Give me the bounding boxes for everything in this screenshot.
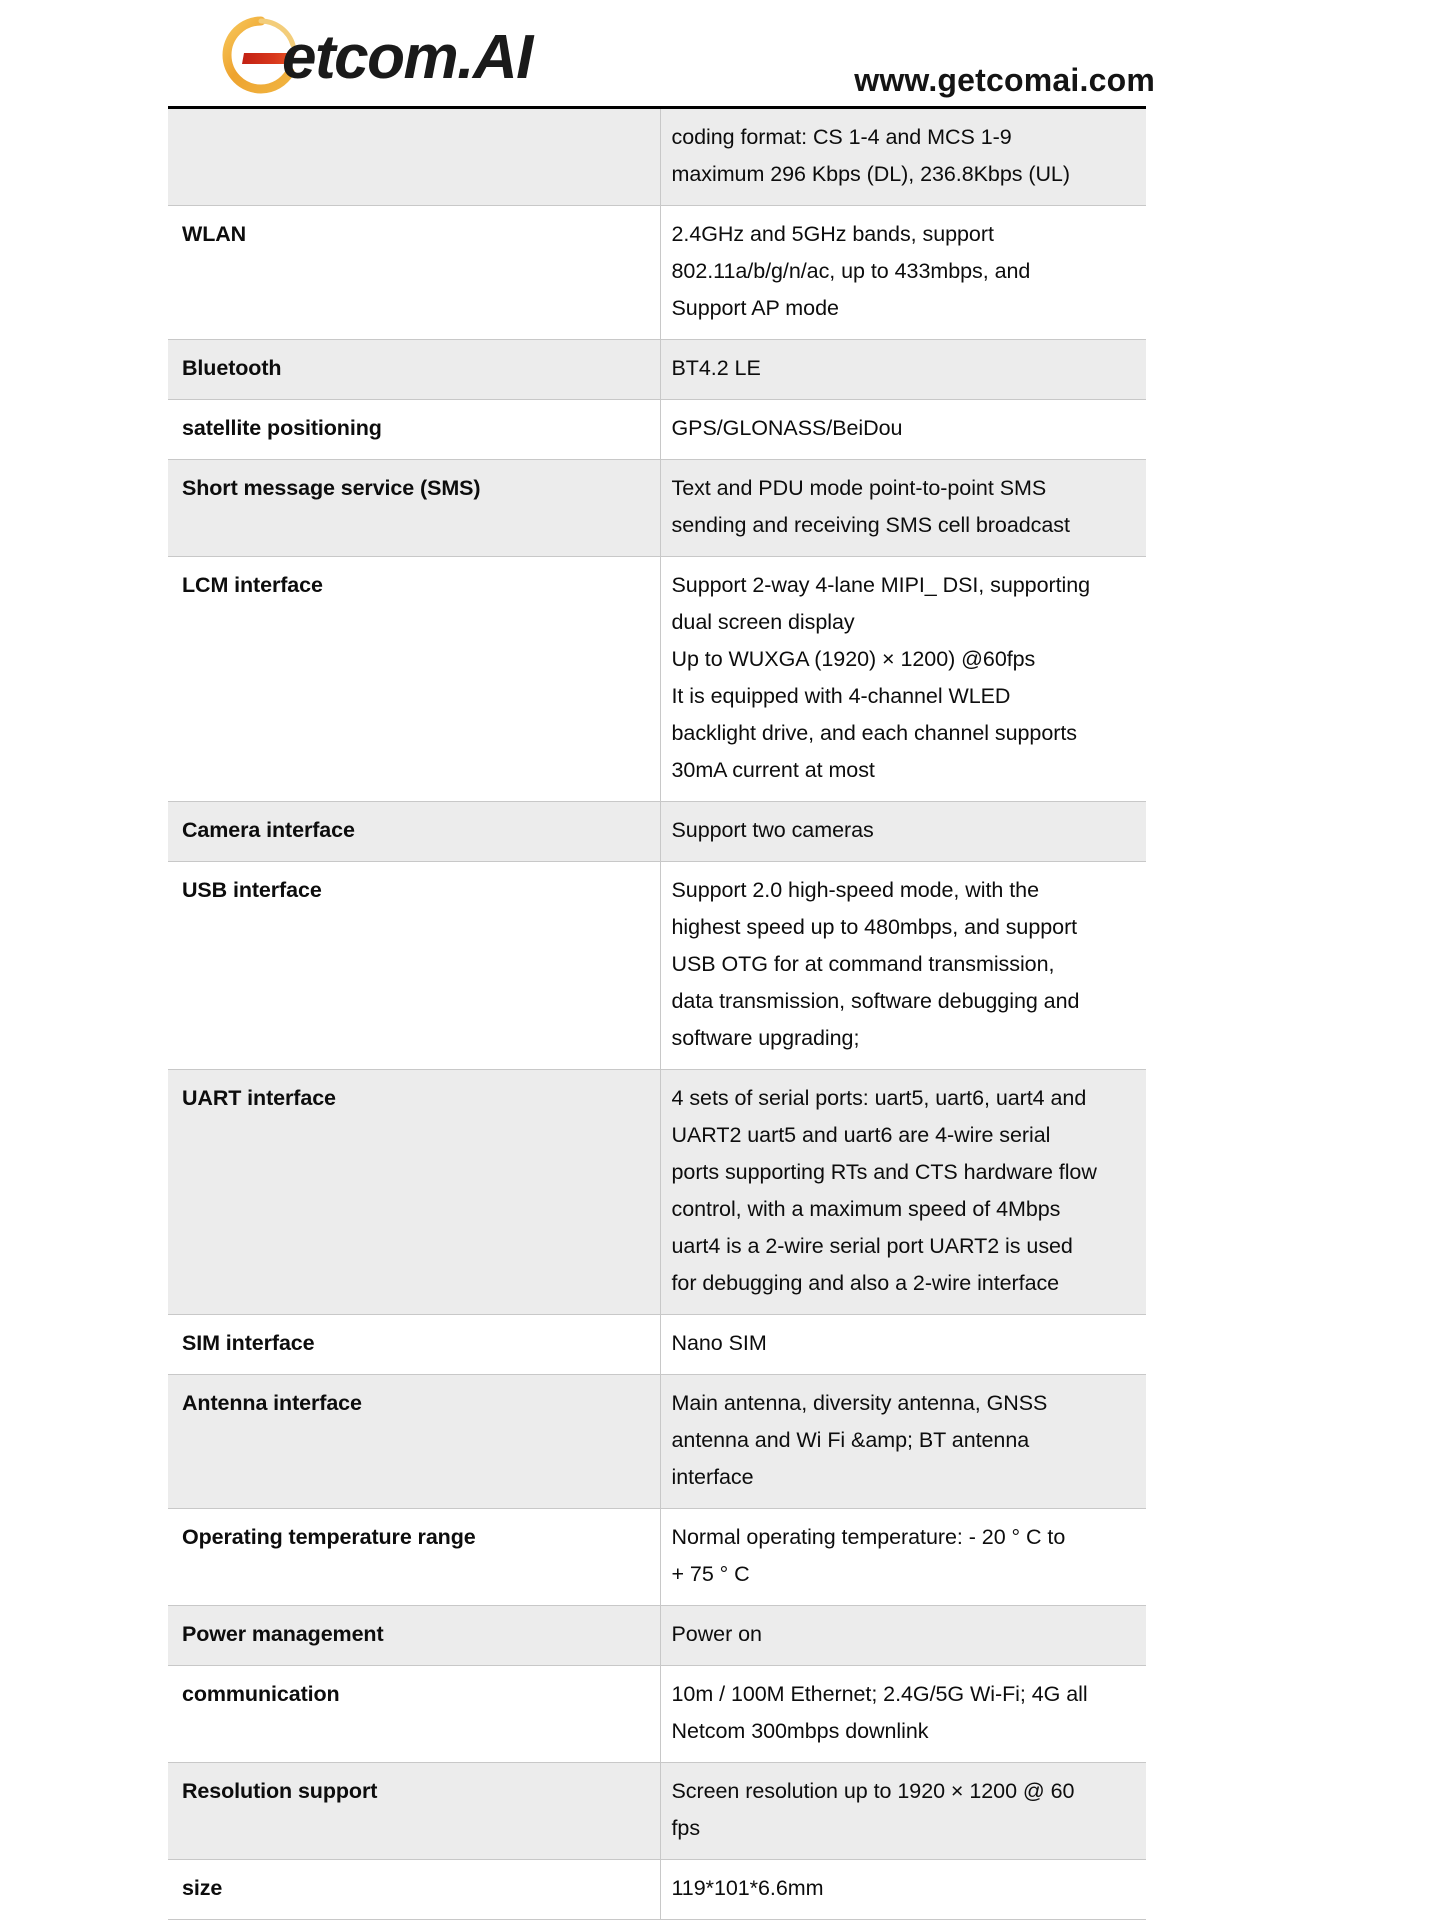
spec-label: Bluetooth bbox=[168, 340, 660, 400]
table-row bbox=[168, 1860, 1146, 1920]
value-line: antenna and Wi Fi &amp; BT antenna bbox=[671, 1428, 1030, 1452]
spec-label: Operating temperature range bbox=[168, 1509, 660, 1606]
value-line: 4 sets of serial ports: uart5, uart6, uart4 and bbox=[671, 1086, 1087, 1110]
value-line: fps bbox=[671, 1816, 701, 1840]
table-row bbox=[168, 109, 1146, 206]
value-line: It is equipped with 4-channel WLED bbox=[671, 684, 1011, 708]
site-url: www.getcomai.com bbox=[854, 62, 1155, 98]
value-line: 119*101*6.6mm bbox=[671, 1876, 824, 1900]
table-row bbox=[168, 557, 1146, 802]
spec-value bbox=[660, 1666, 1146, 1763]
spec-label: USB interface bbox=[168, 862, 660, 1070]
value-line: Netcom 300mbps downlink bbox=[671, 1719, 929, 1743]
value-line: Text and PDU mode point-to-point SMS bbox=[671, 476, 1047, 500]
table-row bbox=[168, 802, 1146, 862]
spec-label: Power management bbox=[168, 1606, 660, 1666]
spec-value bbox=[660, 1070, 1146, 1315]
value-line: UART2 uart5 and uart6 are 4-wire serial bbox=[671, 1123, 1051, 1147]
table-row bbox=[168, 1375, 1146, 1509]
value-line: Nano SIM bbox=[671, 1331, 767, 1355]
table-row bbox=[168, 340, 1146, 400]
spec-label: Camera interface bbox=[168, 802, 660, 862]
table-row bbox=[168, 206, 1146, 340]
value-line: Support two cameras bbox=[671, 818, 874, 842]
svg-text:etcom.AI: etcom.AI bbox=[282, 23, 532, 92]
value-line: Support 2.0 high-speed mode, with the bbox=[671, 878, 1039, 902]
spec-label: LCM interface bbox=[168, 557, 660, 802]
value-line: control, with a maximum speed of 4Mbps bbox=[671, 1197, 1061, 1221]
table-row bbox=[168, 460, 1146, 557]
value-line: data transmission, software debugging and bbox=[671, 989, 1080, 1013]
table-row bbox=[168, 862, 1146, 1070]
value-line: 30mA current at most bbox=[671, 758, 875, 782]
value-line: software upgrading; bbox=[671, 1026, 860, 1050]
spec-value bbox=[660, 400, 1146, 460]
table-row bbox=[168, 1070, 1146, 1315]
spec-value bbox=[660, 1860, 1146, 1920]
value-line: 10m / 100M Ethernet; 2.4G/5G Wi-Fi; 4G all bbox=[671, 1682, 1088, 1706]
spec-label: satellite positioning bbox=[168, 400, 660, 460]
spec-value bbox=[660, 862, 1146, 1070]
page-header bbox=[0, 0, 1444, 108]
table-row bbox=[168, 1606, 1146, 1666]
value-line: 2.4GHz and 5GHz bands, support bbox=[671, 222, 994, 246]
spec-label: SIM interface bbox=[168, 1315, 660, 1375]
value-line: GPS/GLONASS/BeiDou bbox=[671, 416, 903, 440]
spec-value bbox=[660, 1606, 1146, 1666]
spec-label: UART interface bbox=[168, 1070, 660, 1315]
value-line: dual screen display bbox=[671, 610, 855, 634]
table-row bbox=[168, 1509, 1146, 1606]
spec-label: communication bbox=[168, 1666, 660, 1763]
value-line: coding format: CS 1-4 and MCS 1-9 bbox=[671, 125, 1012, 149]
spec-value bbox=[660, 340, 1146, 400]
value-line: backlight drive, and each channel supports bbox=[671, 721, 1077, 745]
value-line: Power on bbox=[671, 1622, 762, 1646]
value-line: Normal operating temperature: - 20 ° C to bbox=[671, 1525, 1066, 1549]
value-line: Support 2-way 4-lane MIPI_ DSI, supporting bbox=[671, 573, 1091, 597]
spec-value bbox=[660, 109, 1146, 206]
spec-value bbox=[660, 460, 1146, 557]
value-line: Up to WUXGA (1920) × 1200) @60fps bbox=[671, 647, 1036, 671]
spec-value bbox=[660, 1315, 1146, 1375]
spec-label: Antenna interface bbox=[168, 1375, 660, 1509]
value-line: + 75 ° C bbox=[671, 1562, 750, 1586]
value-line: uart4 is a 2-wire serial port UART2 is used bbox=[671, 1234, 1073, 1258]
table-row bbox=[168, 1666, 1146, 1763]
value-line: highest speed up to 480mbps, and support bbox=[671, 915, 1078, 939]
value-line: USB OTG for at command transmission, bbox=[671, 952, 1055, 976]
spec-label: Resolution support bbox=[168, 1763, 660, 1860]
value-line: Support AP mode bbox=[671, 296, 839, 320]
spec-value bbox=[660, 206, 1146, 340]
spec-value bbox=[660, 557, 1146, 802]
spec-value bbox=[660, 802, 1146, 862]
value-line: 802.11a/b/g/n/ac, up to 433mbps, and bbox=[671, 259, 1031, 283]
spec-label: WLAN bbox=[168, 206, 660, 340]
value-line: for debugging and also a 2-wire interface bbox=[671, 1271, 1060, 1295]
spec-value bbox=[660, 1375, 1146, 1509]
spec-label bbox=[168, 109, 660, 206]
value-line: BT4.2 LE bbox=[671, 356, 761, 380]
spec-value bbox=[660, 1763, 1146, 1860]
value-line: Main antenna, diversity antenna, GNSS bbox=[671, 1391, 1048, 1415]
value-line: interface bbox=[671, 1465, 754, 1489]
spec-value bbox=[660, 1509, 1146, 1606]
spec-label: Short message service (SMS) bbox=[168, 460, 660, 557]
table-row bbox=[168, 400, 1146, 460]
table-row bbox=[168, 1763, 1146, 1860]
value-line: sending and receiving SMS cell broadcast bbox=[671, 513, 1070, 537]
specification-table bbox=[168, 109, 1146, 1920]
value-line: maximum 296 Kbps (DL), 236.8Kbps (UL) bbox=[671, 162, 1070, 186]
logo-graphic bbox=[198, 12, 532, 98]
value-line: Screen resolution up to 1920 × 1200 @ 60 bbox=[671, 1779, 1075, 1803]
value-line: ports supporting RTs and CTS hardware flow bbox=[671, 1160, 1097, 1184]
table-row bbox=[168, 1315, 1146, 1375]
spec-label: size bbox=[168, 1860, 660, 1920]
spec-table-body bbox=[168, 109, 1146, 1920]
getcom-ai-logo bbox=[198, 12, 532, 98]
